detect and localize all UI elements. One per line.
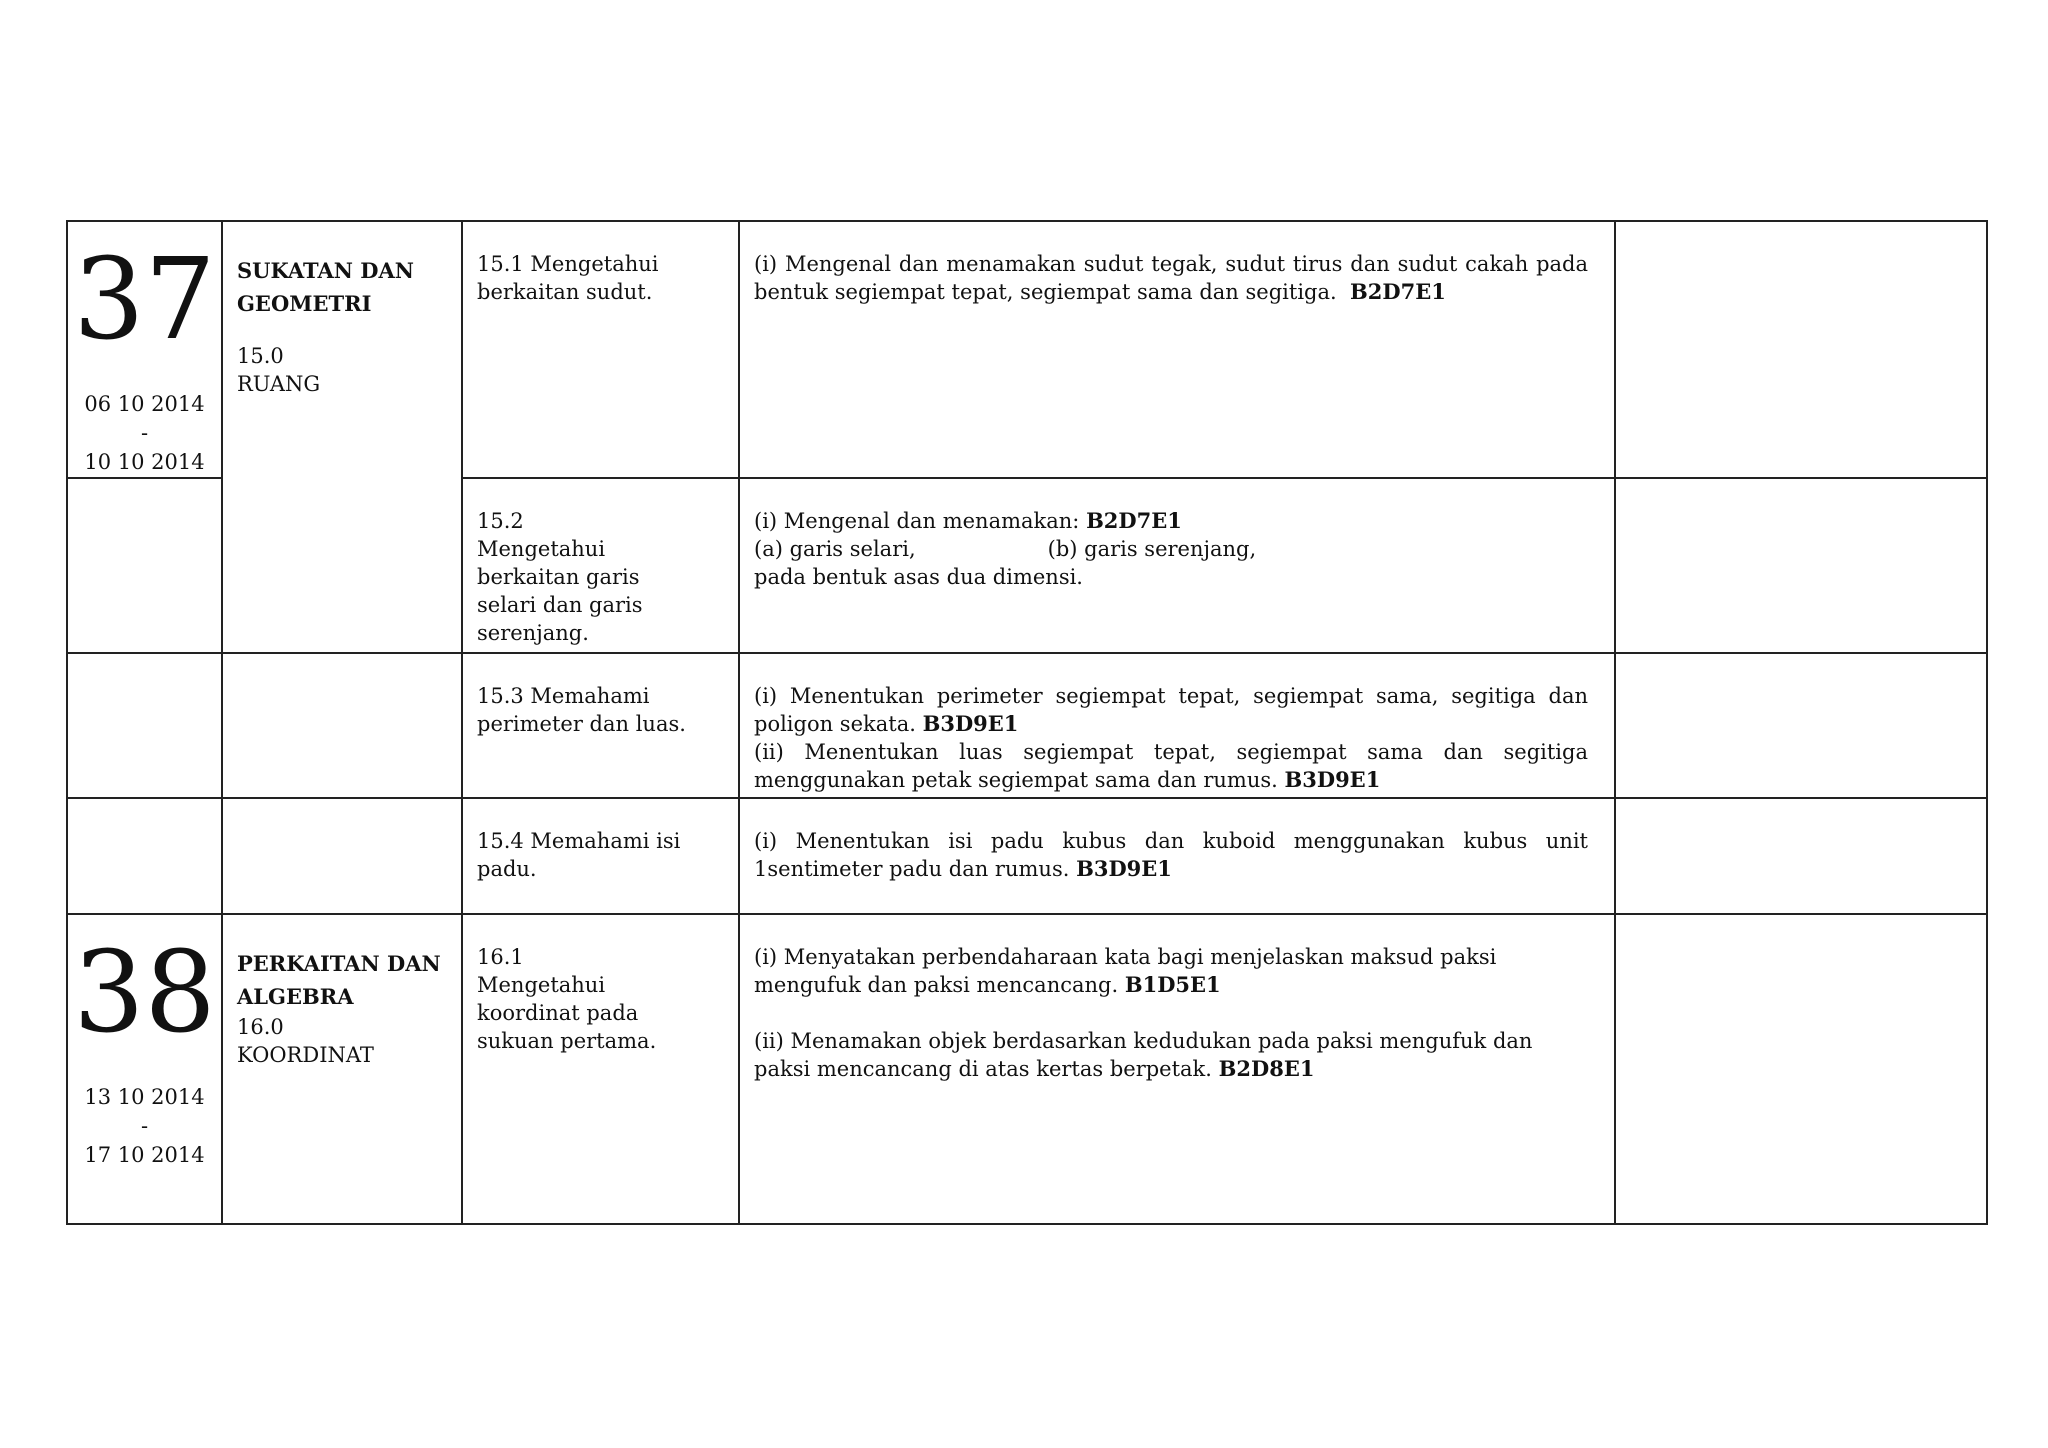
- table-row: [67, 221, 1987, 478]
- performance-code: B2D8E1: [1218, 1056, 1315, 1081]
- learning-standard: [739, 478, 1615, 653]
- learning-standard: [739, 221, 1615, 478]
- topic-title-line: ALGEBRA: [237, 984, 354, 1009]
- performance-code: B3D9E1: [1076, 856, 1172, 881]
- standard-text: 16.1 Mengetahui koordinat pada sukuan pertama.: [477, 945, 657, 1053]
- topic-name: KOORDINAT: [237, 1043, 374, 1067]
- topic-cell: [222, 914, 462, 1224]
- date-separator: -: [140, 421, 149, 445]
- objective-text: (i) Mengenal dan menamakan:: [754, 509, 1080, 533]
- date-start: 06 10 2014: [84, 392, 205, 416]
- topic-cell: [222, 653, 462, 798]
- objective-item: (a) garis selari,: [754, 537, 916, 561]
- table-row: [67, 653, 1987, 798]
- table-row: [67, 914, 1987, 1224]
- objective-text: (i) Mengenal dan menamakan sudut tegak, sudut tirus dan sudut cakah pada bentuk segiempat tepat, segiempat sama dan segitiga.: [754, 252, 1588, 304]
- week-number: 37: [73, 235, 216, 365]
- topic-title-line: SUKATAN DAN: [237, 258, 415, 283]
- content-standard: [462, 478, 739, 653]
- date-end: 17 10 2014: [84, 1143, 205, 1167]
- notes-cell: [1615, 798, 1987, 914]
- week-number: 38: [73, 928, 216, 1058]
- objective-text: (i) Menentukan isi padu kubus dan kuboid menggunakan kubus unit 1sentimeter padu dan rumus.: [754, 829, 1588, 881]
- date-start: 13 10 2014: [84, 1085, 205, 1109]
- date-separator: -: [140, 1114, 149, 1138]
- week-cell: [67, 798, 222, 914]
- performance-code: B2D7E1: [1086, 508, 1182, 533]
- learning-standard: [739, 914, 1615, 1224]
- objective-text: (i) Menentukan perimeter segiempat tepat, segiempat sama, segitiga dan poligon sekata.: [754, 684, 1588, 736]
- objective-item: (b) garis serenjang,: [1047, 537, 1257, 561]
- table-row: [67, 798, 1987, 914]
- objective-text: (i) Menyatakan perbendaharaan kata bagi menjelaskan maksud paksi mengufuk dan paksi mencancang.: [754, 945, 1497, 997]
- content-standard: [462, 653, 739, 798]
- notes-cell: [1615, 221, 1987, 478]
- objective-text: (ii) Menentukan luas segiempat tepat, segiempat sama dan segitiga menggunakan petak segiempat sama dan rumus.: [754, 740, 1588, 792]
- week-cell: [67, 221, 222, 478]
- topic-name: RUANG: [237, 372, 321, 396]
- performance-code: B2D7E1: [1350, 279, 1446, 304]
- content-standard: [462, 914, 739, 1224]
- week-cell: [67, 914, 222, 1224]
- learning-standard: [739, 653, 1615, 798]
- week-dates: [68, 1083, 221, 1170]
- notes-cell: [1615, 478, 1987, 653]
- week-cell: [67, 653, 222, 798]
- standard-text: 15.2 Mengetahui berkaitan garis selari dan garis serenjang.: [477, 509, 643, 645]
- lesson-plan-table: [66, 220, 1988, 1225]
- topic-cell: [222, 798, 462, 914]
- standard-text: 15.3 Memahami perimeter dan luas.: [477, 684, 686, 736]
- notes-cell: [1615, 653, 1987, 798]
- performance-code: B3D9E1: [922, 711, 1019, 736]
- topic-title: [237, 254, 447, 320]
- week-cell: [67, 478, 222, 653]
- objective-text: pada bentuk asas dua dimensi.: [754, 565, 1083, 589]
- topic-code: 15.0: [237, 344, 284, 368]
- topic-cell: [222, 221, 462, 653]
- performance-code: B3D9E1: [1284, 767, 1381, 792]
- topic-code: 16.0: [237, 1015, 284, 1039]
- week-dates: [68, 390, 221, 477]
- learning-standard: [739, 798, 1615, 914]
- objective-text: (ii) Menamakan objek berdasarkan kedudukan pada paksi mengufuk dan paksi mencancang di atas kertas berpetak.: [754, 1029, 1533, 1081]
- topic-title: [237, 947, 447, 1013]
- date-end: 10 10 2014: [84, 450, 205, 474]
- notes-cell: [1615, 914, 1987, 1224]
- content-standard: [462, 798, 739, 914]
- topic-title-line: GEOMETRI: [237, 291, 372, 316]
- standard-text: 15.4 Memahami isi padu.: [477, 829, 681, 881]
- content-standard: [462, 221, 739, 478]
- topic-title-line: PERKAITAN DAN: [237, 951, 441, 976]
- standard-text: 15.1 Mengetahui berkaitan sudut.: [477, 252, 659, 304]
- performance-code: B1D5E1: [1124, 972, 1221, 997]
